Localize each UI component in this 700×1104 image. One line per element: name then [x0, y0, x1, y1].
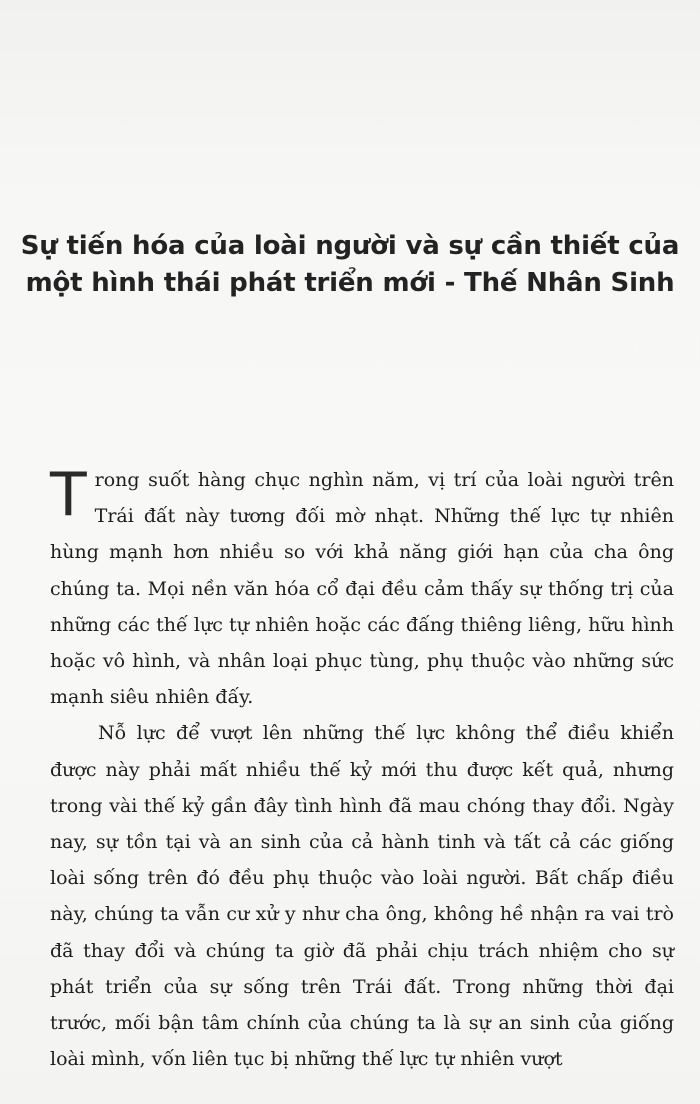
paragraph-1 [50, 462, 674, 715]
body-text [50, 462, 674, 1077]
chapter-title: Sự tiến hóa của loài người và sự cần thiết của một hình thái phát triển mới - Thế Nhân Sinh [20, 231, 680, 298]
paragraph-2: Nỗ lực để vượt lên những thế lực không thể điều khiển được này phải mất nhiều thế kỷ mới thu được kết quả, nhưng trong vài thế kỷ gần đây tình hình đã mau chóng thay đổi. Ngày nay, sự tồn tại và an sinh của cả hành tinh và tất cả các giống loài sống trên đó đều phụ thuộc vào loài người. Bất chấp điều này, chúng ta vẫn cư xử y như cha ông, không hề nhận ra vai trò đã thay đổi và chúng ta giờ đã phải chịu trách nhiệm cho sự phát triển của sự sống trên Trái đất. Trong những thời đại trước, mối bận tâm chính của chúng ta là sự an sinh của giống loài mình, vốn liên tục bị những thế lực tự nhiên vượt [50, 722, 674, 1071]
paragraph-1-text: rong suốt hàng chục nghìn năm, vị trí của loài người trên Trái đất này tương đối mờ nhạt. Những thế lực tự nhiên hùng mạnh hơn nhiều so với khả năng giới hạn của cha ông chúng ta. Mọi nền văn hóa cổ đại đều cảm thấy sự thống trị của những các thế lực tự nhiên hoặc các đấng thiêng liêng, hữu hình hoặc vô hình, và nhân loại phục tùng, phụ thuộc vào những sức mạnh siêu nhiên đấy. [50, 469, 674, 709]
drop-cap: T [50, 460, 87, 530]
